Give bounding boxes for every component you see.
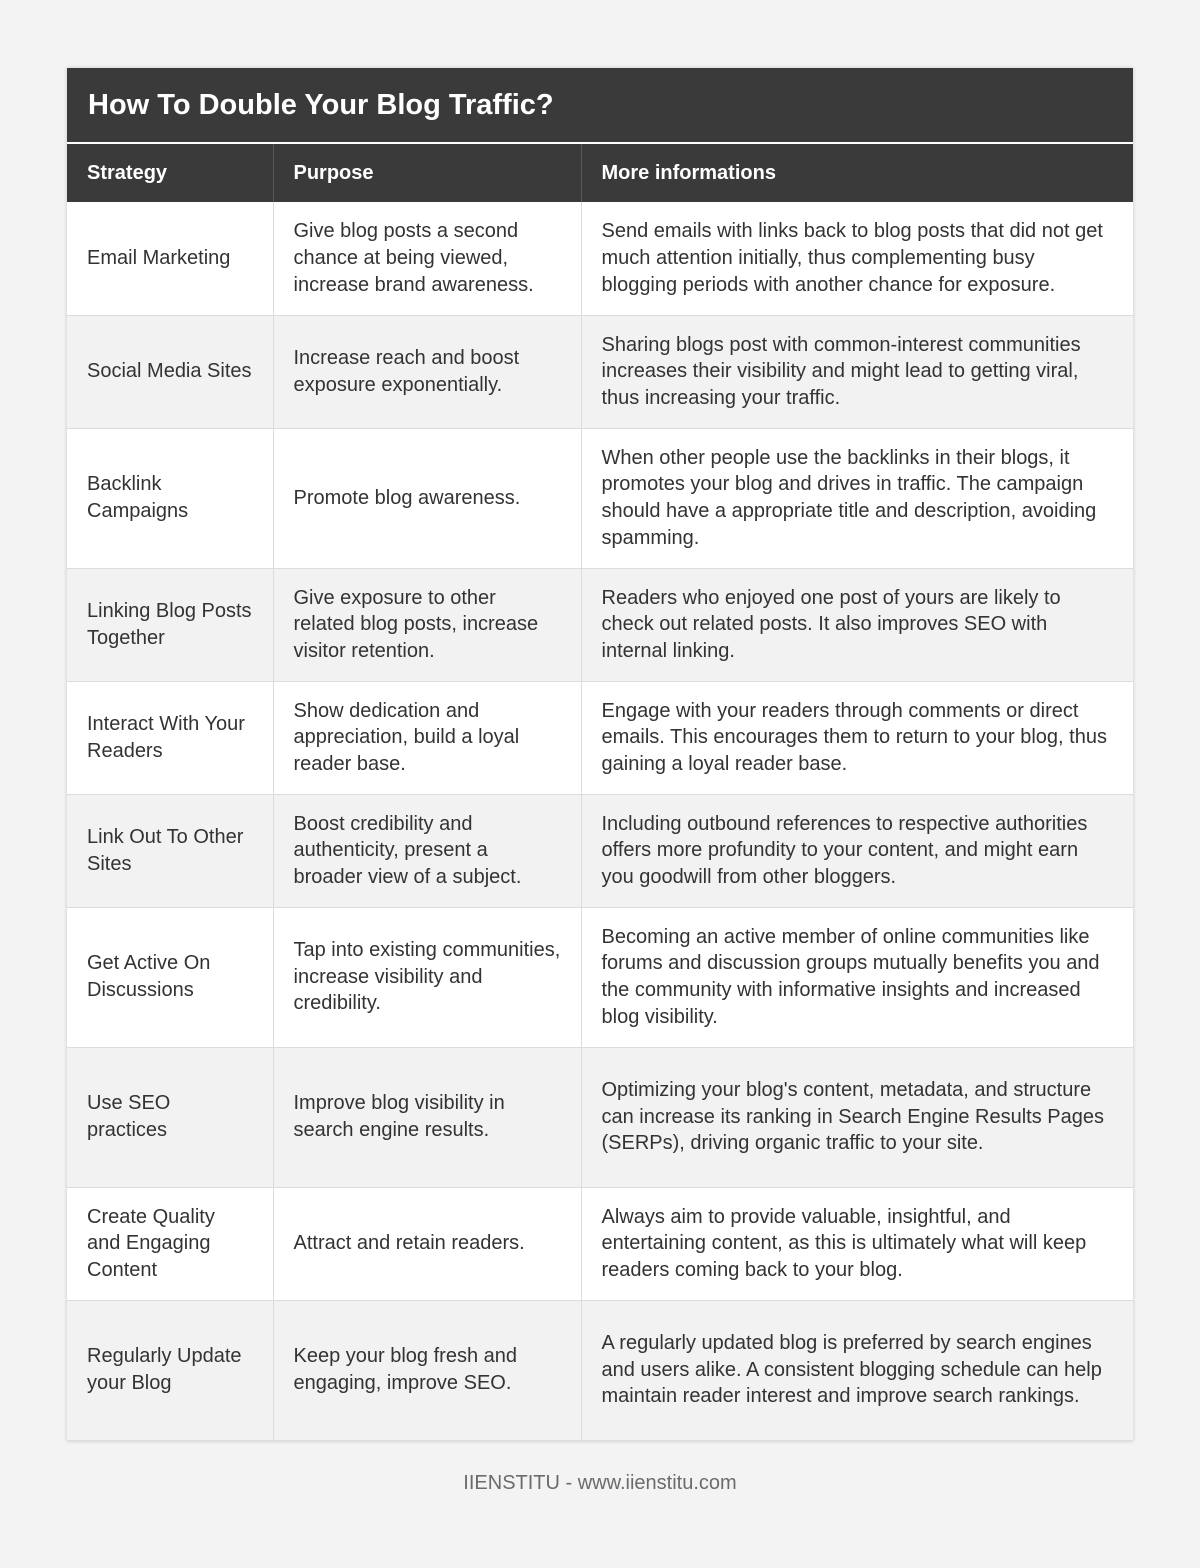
header-strategy: Strategy — [67, 144, 273, 202]
strategy-cell: Social Media Sites — [67, 315, 273, 428]
table-row — [67, 202, 1133, 315]
strategy-cell: Regularly Update your Blog — [67, 1300, 273, 1440]
info-cell: Always aim to provide valuable, insightful, and entertaining content, as this is ultimately what will keep readers coming back to your blog. — [581, 1187, 1133, 1300]
strategy-cell: Backlink Campaigns — [67, 428, 273, 568]
table-row — [67, 568, 1133, 681]
strategy-cell: Get Active On Discussions — [67, 907, 273, 1047]
purpose-cell: Attract and retain readers. — [273, 1187, 581, 1300]
strategy-table — [67, 144, 1133, 1441]
purpose-cell: Give exposure to other related blog posts, increase visitor retention. — [273, 568, 581, 681]
info-cell: Optimizing your blog's content, metadata, and structure can increase its ranking in Search Engine Results Pages (SERPs), driving organic traffic to your site. — [581, 1047, 1133, 1187]
purpose-cell: Increase reach and boost exposure exponentially. — [273, 315, 581, 428]
purpose-cell: Promote blog awareness. — [273, 428, 581, 568]
purpose-cell: Show dedication and appreciation, build a loyal reader base. — [273, 681, 581, 794]
strategy-cell: Create Quality and Engaging Content — [67, 1187, 273, 1300]
strategy-cell: Link Out To Other Sites — [67, 794, 273, 907]
info-cell: Sharing blogs post with common-interest communities increases their visibility and might lead to getting viral, thus increasing your traffic. — [581, 315, 1133, 428]
strategy-cell: Use SEO practices — [67, 1047, 273, 1187]
header-more-informations: More informations — [581, 144, 1133, 202]
info-cell: Readers who enjoyed one post of yours are likely to check out related posts. It also improves SEO with internal linking. — [581, 568, 1133, 681]
purpose-cell: Improve blog visibility in search engine results. — [273, 1047, 581, 1187]
table-row — [67, 428, 1133, 568]
footer-credit: IIENSTITU - www.iienstitu.com — [463, 1472, 737, 1494]
purpose-cell: Give blog posts a second chance at being viewed, increase brand awareness. — [273, 202, 581, 315]
purpose-cell: Tap into existing communities, increase visibility and credibility. — [273, 907, 581, 1047]
table-row — [67, 794, 1133, 907]
table-row — [67, 1047, 1133, 1187]
table-row — [67, 907, 1133, 1047]
table-row — [67, 315, 1133, 428]
strategy-cell: Linking Blog Posts Together — [67, 568, 273, 681]
info-cell: A regularly updated blog is preferred by search engines and users alike. A consistent blogging schedule can help maintain reader interest and improve search rankings. — [581, 1300, 1133, 1440]
table-header-row — [67, 144, 1133, 202]
purpose-cell: Boost credibility and authenticity, present a broader view of a subject. — [273, 794, 581, 907]
strategy-table-card — [67, 68, 1133, 1441]
table-row — [67, 1187, 1133, 1300]
info-cell: When other people use the backlinks in their blogs, it promotes your blog and drives in traffic. The campaign should have a appropriate title and description, avoiding spamming. — [581, 428, 1133, 568]
info-cell: Send emails with links back to blog posts that did not get much attention initially, thus complementing busy blogging periods with another chance for exposure. — [581, 202, 1133, 315]
info-cell: Engage with your readers through comments or direct emails. This encourages them to return to your blog, thus gaining a loyal reader base. — [581, 681, 1133, 794]
table-row — [67, 681, 1133, 794]
strategy-cell: Email Marketing — [67, 202, 273, 315]
table-row — [67, 1300, 1133, 1440]
strategy-cell: Interact With Your Readers — [67, 681, 273, 794]
table-title: How To Double Your Blog Traffic? — [67, 68, 1133, 144]
purpose-cell: Keep your blog fresh and engaging, improve SEO. — [273, 1300, 581, 1440]
info-cell: Including outbound references to respective authorities offers more profundity to your content, and might earn you goodwill from other bloggers. — [581, 794, 1133, 907]
info-cell: Becoming an active member of online communities like forums and discussion groups mutually benefits you and the community with informative insights and increased blog visibility. — [581, 907, 1133, 1047]
header-purpose: Purpose — [273, 144, 581, 202]
